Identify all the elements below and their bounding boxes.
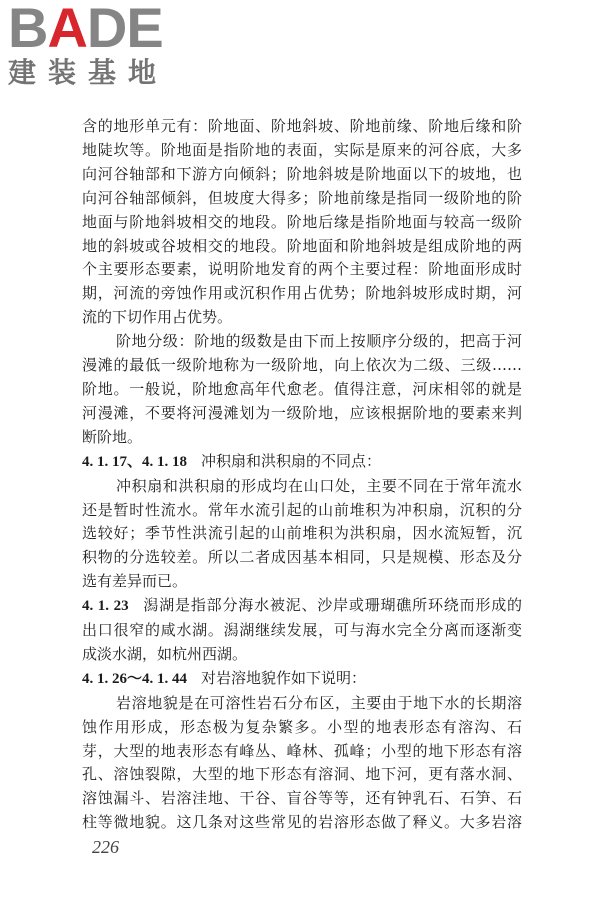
text-line: 岩溶地貌是在可溶性岩石分布区，主要由于地下水的长期溶 (116, 693, 522, 712)
text-line: 漫滩的最低一级阶地称为一级阶地，向上依次为二级、三级…… (82, 356, 522, 375)
text-line: 芽，大型的地表形态有峰丛、峰林、孤峰；小型的地下形态有溶 (82, 741, 522, 760)
text-line: 阶地分级：阶地的级数是由下而上按顺序分级的，把高于河 (116, 332, 522, 351)
text-line: 冲积扇和洪积扇的形成均在山口处，主要不同在于常年流水 (116, 476, 522, 495)
publisher-logo (8, 2, 178, 90)
text-line: 溶蚀漏斗、岩溶洼地、干谷、盲谷等等，还有钟乳石、石笋、石 (82, 789, 522, 808)
section-heading (82, 667, 522, 692)
page-number: 226 (92, 837, 119, 857)
text-line: 柱等微地貌。这几条对这些常见的岩溶形态做了释义。大多岩溶 (82, 813, 522, 832)
text-line: 向河谷轴部和下游方向倾斜；阶地斜坡是阶地面以下的坡地，也 (82, 164, 522, 183)
section-title: 冲积扇和洪积扇的不同点： (201, 451, 382, 470)
brand-subtitle: 建装基地 (8, 56, 169, 89)
text-line: 个主要形态要素，说明阶地发育的两个主要过程：阶地面形成时 (82, 260, 522, 279)
text-line: 选有差异而已。 (82, 572, 188, 591)
text-line: 流的下切作用占优势。 (82, 308, 233, 327)
text-line: 还是暂时性流水。常年水流引起的山前堆积为冲积扇，沉积的分 (82, 500, 522, 519)
page-body (82, 115, 522, 835)
brand-letter: D (86, 0, 127, 59)
brand-letter: E (126, 0, 163, 59)
brand-letter: B (8, 0, 48, 59)
clause-text: 潟湖是指部分海水被泥、沙岸或珊瑚礁所环绕而形成的 (142, 596, 522, 615)
section-title: 对岩溶地貌作如下说明： (201, 668, 367, 687)
section-heading (82, 450, 522, 475)
brand-letter: A (47, 0, 87, 59)
text-line: 向河谷轴部倾斜，但坡度大得多；阶地前缘是指同一级阶地的阶 (82, 188, 522, 207)
text-line: 地的斜坡或谷坡相交的地段。阶地面和阶地斜坡是组成阶地的两 (82, 236, 522, 255)
clause-number: 4. 1. 23 (82, 598, 129, 615)
text-line: 地面与阶地斜坡相交的地段。阶地后缘是指阶地面与较高一级阶 (82, 212, 522, 231)
section-number: 4. 1. 26～4. 1. 44 (82, 670, 188, 687)
text-line: 成淡水湖，如杭州西湖。 (82, 644, 248, 663)
text-line: 期，河流的旁蚀作用或沉积作用占优势；阶地斜坡形成时期，河 (82, 284, 522, 303)
text-line: 断阶地。 (82, 427, 143, 446)
text-line: 蚀作用形成，形态极为复杂繁多。小型的地表形态有溶沟、石 (82, 717, 522, 736)
text-line: 地陡坎等。阶地面是指阶地的表面，实际是原来的河谷底，大多 (82, 140, 522, 159)
text-line: 积物的分选较差。所以二者成因基本相同，只是规模、形态及分 (82, 548, 522, 567)
text-line: 出口很窄的咸水湖。潟湖继续发展，可与海水完全分离而逐渐变 (82, 621, 522, 640)
text-line: 选较好；季节性洪流引起的山前堆积为洪积扇，因水流短暂，沉 (82, 524, 522, 543)
brand-wordmark (8, 0, 178, 59)
text-line: 孔、溶蚀裂隙，大型的地下形态有溶洞、地下河，更有落水洞、 (82, 765, 522, 784)
text-line: 阶地。一般说，阶地愈高年代愈老。值得注意，河床相邻的就是 (82, 379, 522, 398)
text-line: 含的地形单元有：阶地面、阶地斜坡、阶地前缘、阶地后缘和阶 (82, 117, 522, 135)
section-number: 4. 1. 17、4. 1. 18 (82, 453, 188, 470)
clause-line (82, 594, 522, 619)
text-line: 河漫滩，不要将河漫滩划为一级阶地，应该根据阶地的要素来判 (82, 403, 522, 422)
